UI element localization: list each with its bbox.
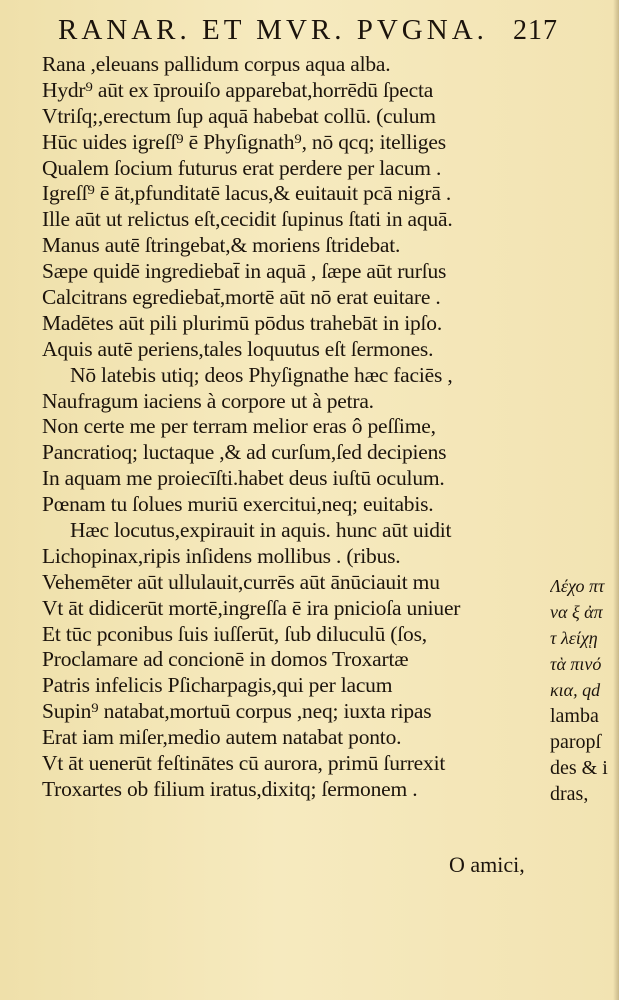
- verse-line: Nō latebis utiq; deos Phyſignathe hæc faciēs ,: [70, 362, 453, 387]
- verse-line: Proclamare ad concionē in domos Troxartæ: [42, 647, 409, 672]
- verse-line: Hydr⁹ aūt ex īprouiſo apparebat,horrēdū ſpecta: [42, 77, 434, 102]
- running-title: RANAR. ET MVR. PVGNA.: [58, 14, 488, 46]
- verse-line: Igreſſ⁹ ē āt,pfunditatē lacus,& euitauit pcā nigrā .: [42, 181, 452, 206]
- verse-line: Patris infelicis Pſicharpagis,qui per lacum: [42, 673, 393, 698]
- verse-line: Qualem ſocium futurus erat perdere per lacum .: [42, 155, 442, 180]
- verse-line: Vtriſq;,erectum ſup aquā habebat collū. (culum: [42, 103, 436, 128]
- catchword: O amici,: [449, 852, 525, 877]
- verse-line: Aquis autē periens,tales loquutus eſt ſermones.: [42, 336, 434, 361]
- gloss-line: des & i: [550, 757, 608, 779]
- gloss-line: paropſ: [550, 731, 602, 753]
- verse-line: Madētes aūt pili plurimū pōdus trahebāt in ipſo.: [42, 310, 443, 335]
- gloss-line: lamba: [550, 705, 599, 727]
- verse-line: Ille aūt ut relictus eſt,cecidit ſupinus ſtati in aquā.: [42, 207, 453, 232]
- marginal-gloss: [550, 573, 619, 807]
- gloss-line: Λέχο πτ: [550, 576, 605, 596]
- verse-line: Hæc locutus,expirauit in aquis. hunc aūt uidit: [70, 518, 452, 543]
- verse-line: Manus autē ſtringebat,& moriens ſtridebat.: [42, 233, 401, 258]
- page-edge-shadow: [613, 0, 619, 1000]
- verse-line: Rana ,eleuans pallidum corpus aqua alba.: [42, 52, 391, 76]
- gloss-line: τὰ πινό: [550, 654, 602, 674]
- verse-line: Vehemēter aūt ullulauit,currēs aūt ānūciauit mu: [42, 569, 440, 594]
- verse-line: Naufragum iaciens à corpore ut à petra.: [42, 388, 374, 413]
- verse-line: Troxartes ob filium iratus,dixitq; ſermonem .: [42, 776, 418, 801]
- verse-line: In aquam me proiecīſti.habet deus iuſtū oculum.: [42, 466, 445, 491]
- verse-line: Hūc uides igreſſ⁹ ē Phyſignath⁹, nō qcq; itelliges: [42, 129, 446, 154]
- verse-line: Vt āt didicerūt mortē,ingreſſa ē ira pnicioſa uniuer: [42, 595, 461, 620]
- page-number: 217: [513, 15, 558, 46]
- verse-line: Calcitrans egrediebat̄,mortē aūt nō erat euitare .: [42, 285, 441, 310]
- gloss-line: κια, qd: [550, 680, 601, 700]
- verse-line: Lichopinax,ripis inſidens mollibus . (ribus.: [42, 543, 401, 568]
- verse-block: [42, 52, 546, 803]
- verse-line: Non certe me per terram melior eras ô peſſime,: [42, 414, 436, 439]
- running-head: [58, 14, 558, 54]
- verse-line: Et tūc pconibus ſuis iuſſerūt, ſub diluculū (ſos,: [42, 621, 427, 646]
- verse-line: Erat iam miſer,medio autem natabat ponto.: [42, 725, 402, 750]
- verse-line: Pœnam tu ſolues muriū exercitui,neq; euitabis.: [42, 492, 434, 517]
- verse-line: Pancratioq; luctaque ,& ad curſum,ſed decipiens: [42, 440, 447, 465]
- verse-line: Vt āt uenerūt feſtinātes cū aurora, primū ſurrexit: [42, 751, 446, 776]
- verse-line: Sæpe quidē ingrediebat̄ in aquā , ſæpe aūt rurſus: [42, 259, 447, 284]
- gloss-line: τ λείχῃ: [550, 628, 598, 648]
- gloss-line: dras,: [550, 783, 589, 805]
- gloss-line: να ξ ἀπ: [550, 602, 603, 622]
- verse-line: Supin⁹ natabat,mortuū corpus ,neq; iuxta ripas: [42, 699, 432, 724]
